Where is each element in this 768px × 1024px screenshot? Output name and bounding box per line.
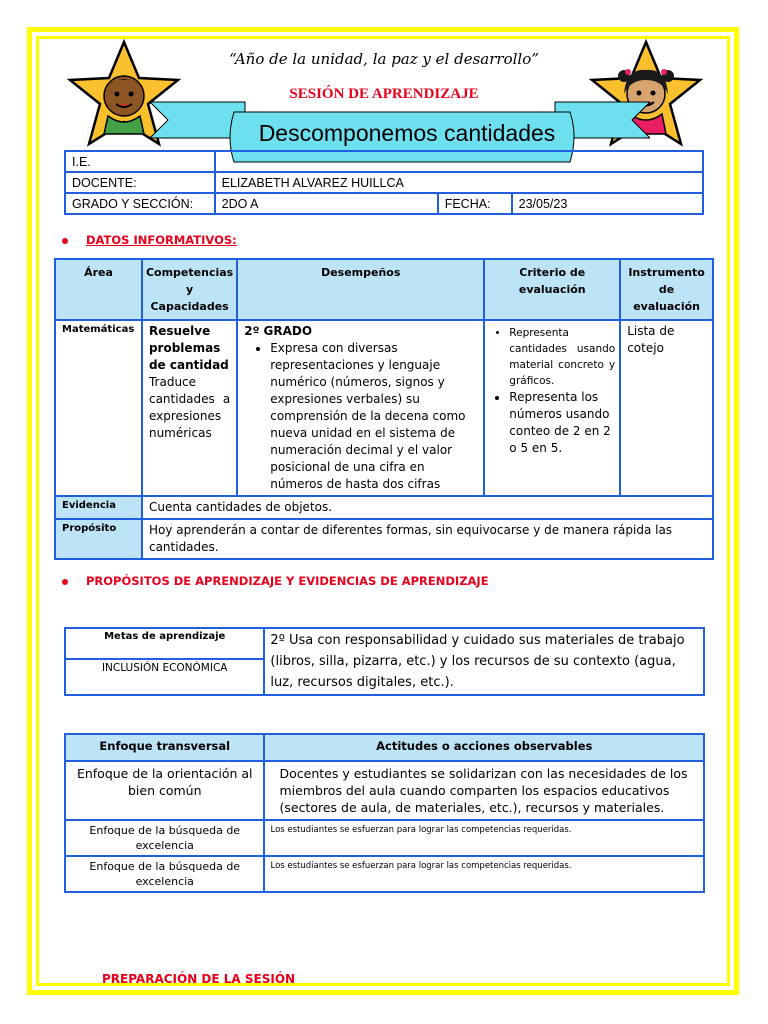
metas-text: 2º Usa con responsabilidad y cuidado sus materiales de trabajo (libros, silla, pizarra, etc.) y los recursos de su contexto (agua, luz, recursos digitales, etc.). — [264, 628, 704, 695]
table-row — [65, 820, 704, 856]
grado-value: 2DO A — [215, 193, 438, 214]
actitud-cell: Docentes y estudiantes se solidarizan con las necesidades de los miembros del aula cuando comparten los espacios educativos (sectores de aula, de materiales, etc.), recursos y materiales. — [264, 761, 704, 820]
desempeno-item: • Expresa con diversas representaciones y lenguaje numérico (números, signos y expresiones verbales) su comprensión de la decena como nueva unidad en el sistema de numeración decimal y el valor posicional de una cifra en números de hasta dos cifras — [270, 340, 477, 493]
table-row — [65, 761, 704, 820]
page-title: Descomponemos cantidades — [258, 120, 556, 146]
bullet-icon — [62, 579, 68, 585]
bullet-icon — [62, 238, 68, 244]
enfoque-table — [64, 733, 705, 893]
session-label: SESIÓN DE APRENDIZAJE — [289, 86, 479, 102]
docente-value: ELIZABETH ALVAREZ HUILLCA — [215, 172, 703, 193]
section-propositos: PROPÓSITOS DE APRENDIZAJE Y EVIDENCIAS DE APRENDIZAJE — [62, 574, 489, 588]
header-competencias: Competencias y Capacidades — [142, 259, 237, 320]
fecha-value: 23/05/23 — [512, 193, 703, 214]
header-area: Área — [55, 259, 142, 320]
metas-label: Metas de aprendizaje — [65, 628, 264, 659]
year-motto: “Año de la unidad, la paz y el desarrollo” — [229, 50, 539, 68]
docente-label: DOCENTE: — [65, 172, 215, 193]
section-datos-informativos: DATOS INFORMATIVOS: — [62, 233, 237, 247]
criterio-cell — [484, 320, 620, 496]
capacidad-text: Traduce cantidades a expresiones numéricas — [148, 375, 231, 440]
criterio-item-1: • Representa cantidades usando material concreto y gráficos. — [509, 325, 615, 389]
fecha-label: FECHA: — [438, 193, 512, 214]
actitud-cell: Los estudiantes se esfuerzan para lograr las competencias requeridas. — [264, 856, 704, 892]
enfoque-cell: Enfoque de la búsqueda de excelencia — [65, 856, 264, 892]
proposito-label: Propósito — [55, 519, 142, 559]
metas-table — [64, 627, 705, 696]
table-row — [65, 856, 704, 892]
preparacion-title: PREPARACIÓN DE LA SESIÓN — [102, 972, 296, 986]
evidencia-label: Evidencia — [55, 496, 142, 519]
instrumento-cell: Lista de cotejo — [620, 320, 713, 496]
grado-text: 2º GRADO — [244, 324, 313, 338]
header-desempenos: Desempeños — [237, 259, 484, 320]
actitud-cell: Los estudiantes se esfuerzan para lograr las competencias requeridas. — [264, 820, 704, 856]
ie-value — [215, 151, 703, 172]
evidencia-value: Cuenta cantidades de objetos. — [142, 496, 713, 519]
header-enfoque: Enfoque transversal — [65, 734, 264, 761]
proposito-value: Hoy aprenderán a contar de diferentes formas, sin equivocarse y de manera rápida las cantidades. — [142, 519, 713, 559]
header-instrumento: Instrumento de evaluación — [620, 259, 713, 320]
enfoque-cell: Enfoque de la orientación al bien común — [65, 761, 264, 820]
desempenos-cell — [237, 320, 484, 496]
header-actitudes: Actitudes o acciones observables — [264, 734, 704, 761]
info-table — [64, 150, 704, 215]
metas-sub: INCLUSIÓN ECONÓMICA — [65, 659, 264, 695]
ie-label: I.E. — [65, 151, 215, 172]
competencia-text: Resuelve problemas de cantidad — [148, 324, 229, 372]
competencias-table — [54, 258, 714, 560]
criterio-item-2: • Representa los números usando conteo de 2 en 2 o 5 en 5. — [509, 389, 615, 457]
header-criterio: Criterio de evaluación — [484, 259, 620, 320]
competencias-cell — [142, 320, 237, 496]
grado-label: GRADO Y SECCIÓN: — [65, 193, 215, 214]
area-cell: Matemáticas — [55, 320, 142, 496]
enfoque-cell: Enfoque de la búsqueda de excelencia — [65, 820, 264, 856]
